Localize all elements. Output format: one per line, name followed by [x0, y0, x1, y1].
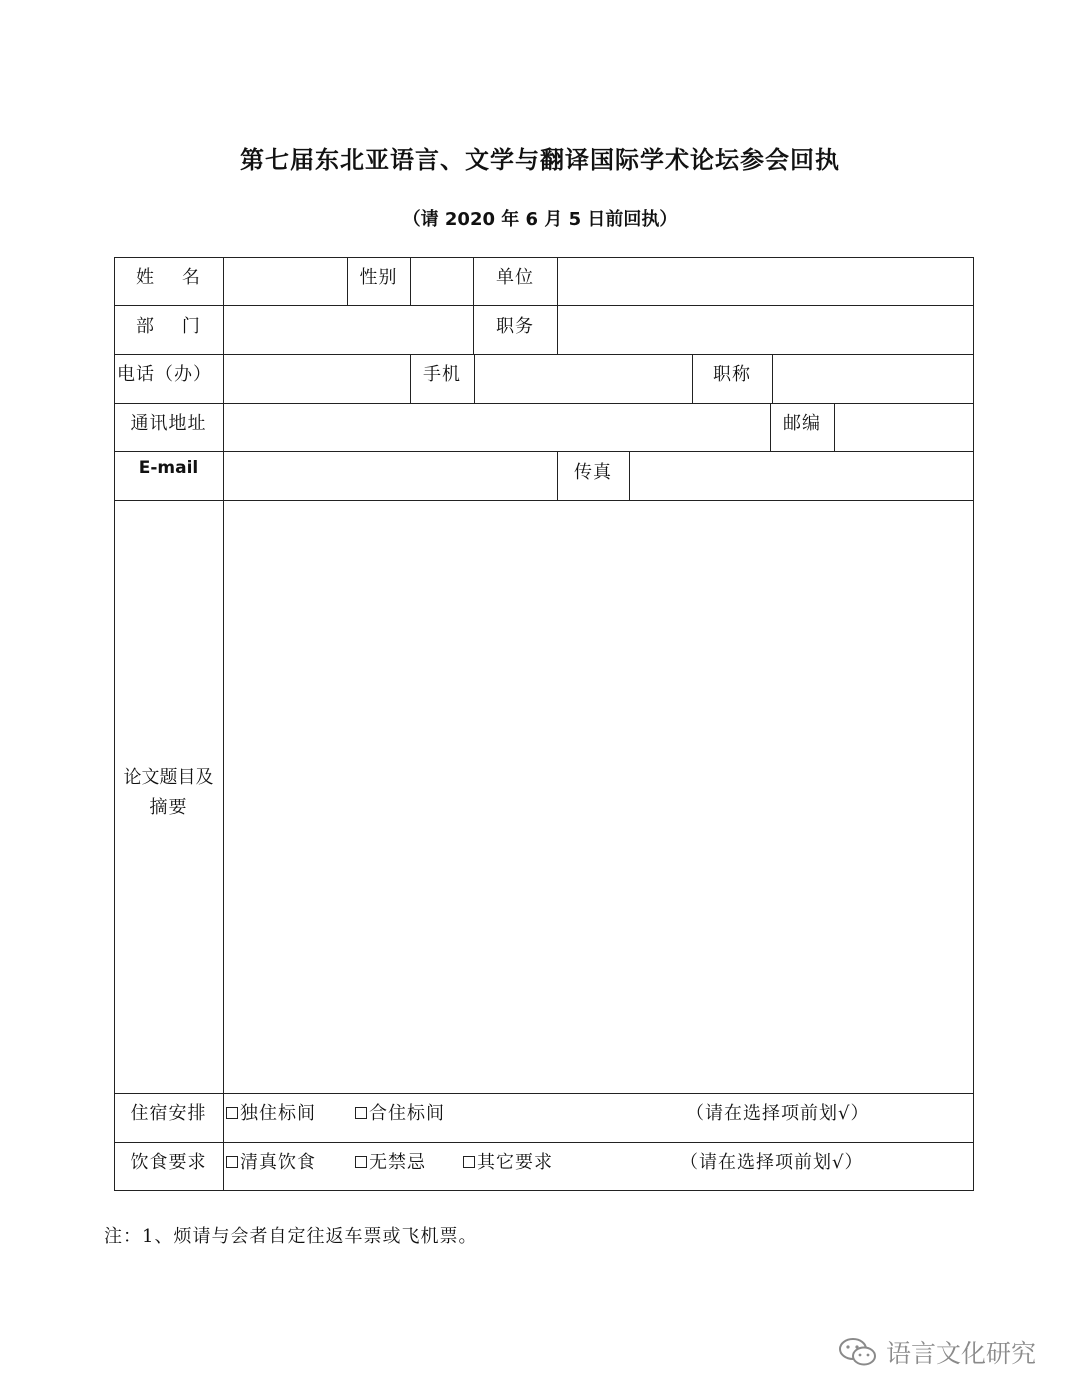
row-divider [114, 354, 974, 355]
label-column-divider [223, 257, 224, 1191]
postcode-label: 邮编 [783, 413, 821, 434]
lodging-option-shared[interactable]: 合住标间 [355, 1099, 445, 1125]
mobile-label: 手机 [423, 364, 461, 385]
col-divider [834, 403, 835, 451]
lodging-label: 住宿安排 [130, 1103, 207, 1124]
row-divider [114, 451, 974, 452]
col-divider [772, 354, 773, 403]
table-border-right [973, 257, 974, 1191]
lodging-option-single[interactable]: 独住标间 [226, 1099, 316, 1125]
wechat-icon [838, 1337, 878, 1367]
checkbox[interactable] [355, 1107, 367, 1119]
table-border-bottom [114, 1190, 974, 1191]
col-divider [474, 354, 475, 403]
diet-option-halal[interactable]: 清真饮食 [226, 1148, 316, 1174]
checkbox[interactable] [226, 1107, 238, 1119]
row-divider [114, 1093, 974, 1094]
diet-option-other[interactable]: 其它要求 [463, 1148, 553, 1174]
checkbox[interactable] [463, 1156, 475, 1168]
col-divider [557, 257, 558, 354]
diet-label: 饮食要求 [130, 1152, 207, 1173]
paper-label-line2: 摘要 [149, 797, 188, 818]
email-label: E-mail [138, 458, 199, 478]
fax-label: 传真 [574, 462, 612, 483]
paper-label-line1: 论文题目及 [123, 767, 214, 788]
table-border-top [114, 257, 974, 258]
col-divider [629, 451, 630, 500]
position-label: 职务 [496, 316, 534, 337]
col-divider [410, 257, 411, 305]
lodging-hint: （请在选择项前划√） [686, 1103, 870, 1124]
watermark [838, 1332, 1036, 1372]
row-divider [114, 1142, 974, 1143]
table-border-left [114, 257, 115, 1191]
document-title: 第七届东北亚语言、文学与翻译国际学术论坛参会回执 [240, 146, 840, 174]
diet-option-none[interactable]: 无禁忌 [355, 1148, 426, 1174]
registration-form [114, 257, 974, 1191]
professional-title-label: 职称 [713, 364, 751, 385]
diet-hint: （请在选择项前划√） [680, 1152, 864, 1173]
address-label: 通讯地址 [130, 413, 207, 434]
footnote: 注：1、烦请与会者自定往返车票或飞机票。 [104, 1226, 478, 1247]
checkbox[interactable] [355, 1156, 367, 1168]
row-divider [114, 500, 974, 501]
gender-label: 性别 [359, 267, 398, 288]
checkbox[interactable] [226, 1156, 238, 1168]
watermark-text: 语言文化研究 [886, 1339, 1037, 1368]
phone-office-label: 电话（办） [117, 364, 212, 385]
row-divider [114, 403, 974, 404]
row-divider [114, 305, 974, 306]
document-subtitle: （请 2020 年 6 月 5 日前回执） [402, 209, 678, 230]
department-label: 部 门 [136, 316, 201, 337]
name-label: 姓 名 [136, 267, 201, 288]
unit-label: 单位 [496, 267, 534, 288]
